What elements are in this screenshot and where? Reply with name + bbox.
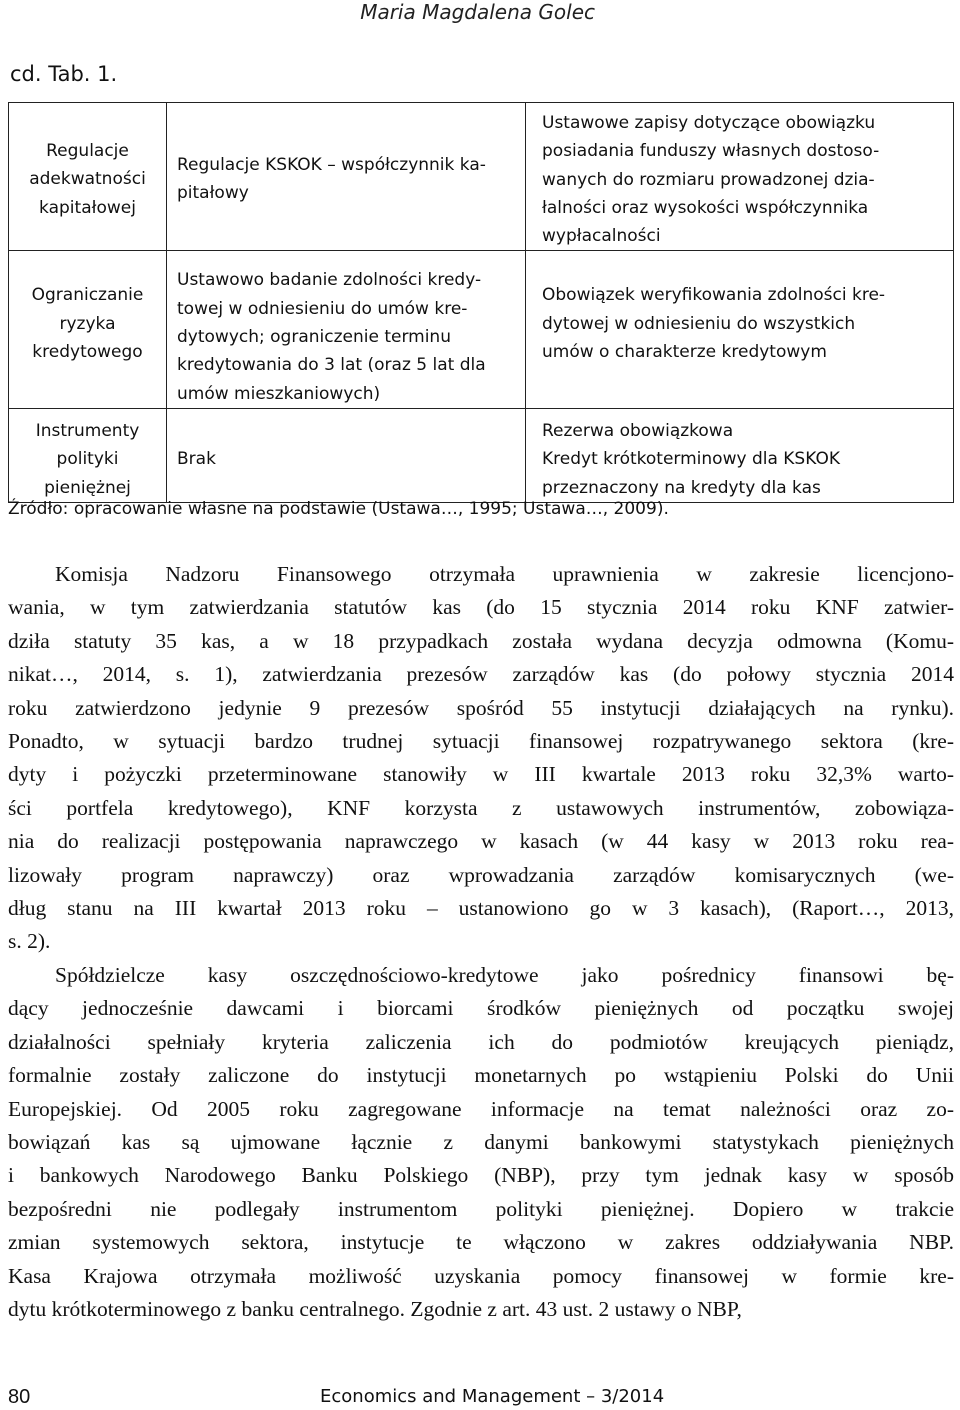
text-line: dług stanu na III kwartał 2013 roku – ustanowiono go w 3 kasach), (Raport…, 2013,: [8, 896, 954, 921]
text-line: wania, w tym zatwierdzania statutów kas (do 15 stycznia 2014 roku KNF zatwier-: [8, 595, 954, 620]
journal-footer: Economics and Management – 3/2014: [320, 1386, 665, 1407]
cell-line: Ustawowe zapisy dotyczące obowiązku: [542, 113, 876, 133]
cell-line: Regulacje KSKOK – współczynnik ka-: [177, 155, 486, 175]
cell-line: Rezerwa obowiązkowa: [542, 420, 734, 441]
text-line: nikat…, 2014, s. 1), zatwierdzania prezesów zarządów kas (do połowy stycznia 2014: [8, 662, 954, 687]
bank-regulation-cell: [526, 408, 954, 502]
cell-line: Kredyt krótkoterminowy dla KSKOK: [542, 449, 840, 470]
text-line: s. 2).: [8, 929, 51, 954]
body-text: [8, 558, 954, 1326]
category-cell: [9, 103, 167, 251]
text-line: dyty i pożyczki przeterminowane stanowiły w III kwartale 2013 roku 32,3% warto-: [8, 762, 954, 787]
cell-line: przeznaczony na kredyty dla kas: [542, 477, 821, 498]
text-line: Ponadto, w sytuacji bardzo trudnej sytuacji finansowej rozpatrywanego sektora (kre-: [8, 729, 954, 754]
cell-line: umów o charakterze kredytowym: [542, 342, 827, 363]
category-cell: [9, 408, 167, 502]
cell-line: Ograniczanie: [31, 285, 144, 306]
cell-line: kredytowania do 3 lat (oraz 5 lat dla: [177, 355, 486, 376]
text-line: dący jednocześnie dawcami i biorcami środków pieniężnych od początku swojej: [8, 996, 954, 1021]
cell-line: Obowiązek weryfikowania zdolności kre-: [542, 285, 886, 306]
paragraph: [8, 959, 954, 1326]
text-line: bezpośredni nie podlegały instrumentom polityki pieniężnej. Dopiero w trakcie: [8, 1196, 954, 1221]
table-source-note: Źródło: opracowanie własne na podstawie (Ustawa…, 1995; Ustawa…, 2009).: [8, 499, 669, 519]
text-line: Kasa Krajowa otrzymała możliwość uzyskania pomocy finansowej w formie kre-: [8, 1263, 954, 1288]
kskok-regulation-cell: [167, 103, 526, 251]
table-row: [9, 103, 954, 251]
table-caption: cd. Tab. 1.: [10, 62, 118, 86]
table-row: [9, 408, 954, 502]
regulations-table: [8, 102, 954, 503]
cell-line: Ustawowo badanie zdolności kredy-: [177, 270, 482, 291]
cell-line: towej w odniesieniu do umów kre-: [177, 298, 468, 319]
cell-line: pieniężnej: [44, 477, 131, 498]
cell-line: dytowej w odniesieniu do wszystkich: [542, 313, 856, 334]
cell-line: Instrumenty: [35, 420, 140, 441]
cell-line: wypłacalności: [542, 226, 661, 247]
text-line: Komisja Nadzoru Finansowego otrzymała uprawnienia w zakresie licencjono-: [55, 562, 954, 586]
cell-line: posiadania funduszy własnych dostoso-: [542, 141, 880, 162]
bank-regulation-cell: [526, 251, 954, 408]
text-line: dziła statuty 35 kas, a w 18 przypadkach została wydana decyzja odmowna (Komu-: [8, 628, 954, 653]
text-line: nia do realizacji postępowania naprawczego w kasach (w 44 kasy w 2013 roku rea-: [8, 829, 954, 854]
kskok-regulation-cell: [167, 251, 526, 408]
cell-line: Brak: [177, 448, 216, 469]
cell-line: Regulacje: [46, 141, 129, 161]
paragraph: [8, 558, 954, 959]
text-line: działalności spełniały kryteria zaliczenia ich do podmiotów kreujących pieniądz,: [8, 1029, 954, 1054]
text-line: lizowały program naprawczy) oraz wprowadzania zarządów komisarycznych (we-: [8, 862, 954, 887]
text-line: Spółdzielcze kasy oszczędnościowo-kredytowe jako pośrednicy finansowi bę-: [55, 962, 954, 987]
table-row: [9, 251, 954, 408]
kskok-regulation-cell: [167, 408, 526, 502]
bank-regulation-cell: [526, 103, 954, 251]
cell-line: dytowych; ograniczenie terminu: [177, 327, 451, 348]
cell-line: ryzyka: [59, 313, 116, 334]
cell-line: wanych do rozmiaru prowadzonej dzia-: [542, 169, 875, 190]
text-line: roku zatwierdzono jedynie 9 prezesów spośród 55 instytucji działających na rynku).: [8, 695, 954, 720]
text-line: i bankowych Narodowego Banku Polskiego (NBP), przy tym jednak kasy w sposób: [8, 1163, 954, 1188]
text-line: bowiązań kas są ujmowane łącznie z danymi bankowymi statystykach pieniężnych: [8, 1129, 954, 1154]
page-number: 80: [8, 1386, 31, 1408]
text-line: ści portfela kredytowego), KNF korzysta z ustawowych instrumentów, zobowiąza-: [8, 795, 954, 820]
cell-line: adekwatności: [29, 169, 146, 190]
cell-line: kapitałowej: [39, 197, 136, 218]
running-header-author: Maria Magdalena Golec: [360, 0, 595, 24]
text-line: formalnie zostały zaliczone do instytucji monetarnych po wstąpieniu Polski do Unii: [8, 1063, 954, 1088]
cell-line: kredytowego: [32, 342, 143, 363]
cell-line: umów mieszkaniowych): [177, 383, 381, 404]
cell-line: łalności oraz wysokości współczynnika: [542, 197, 869, 218]
text-line: Europejskiej. Od 2005 roku zagregowane informacje na temat należności oraz zo-: [8, 1096, 954, 1121]
category-cell: [9, 251, 167, 408]
cell-line: pitałowy: [177, 183, 249, 204]
text-line: zmian systemowych sektora, instytucje te włączono w zakres oddziaływania NBP.: [8, 1230, 954, 1255]
text-line: dytu krótkoterminowego z banku centralnego. Zgodnie z art. 43 ust. 2 ustawy o NBP,: [8, 1296, 742, 1321]
cell-line: polityki: [56, 449, 119, 470]
